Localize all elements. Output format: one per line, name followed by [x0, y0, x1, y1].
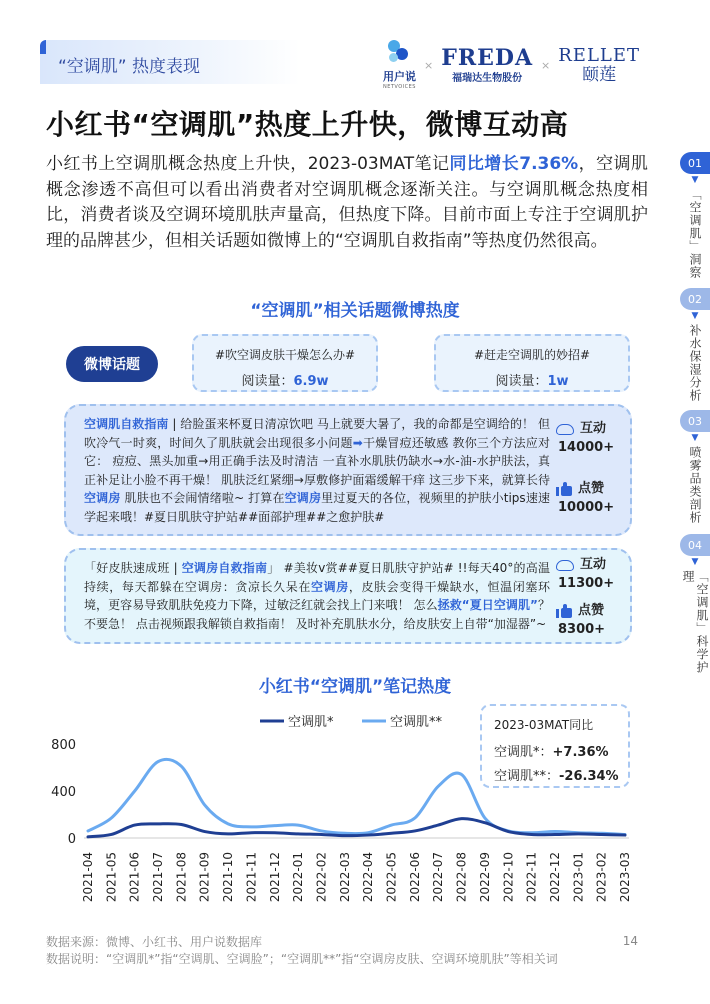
yoy-title: 2023-03MAT同比	[494, 718, 594, 732]
section-label: “空调肌” 热度表现	[58, 57, 201, 77]
topic-read-count	[436, 370, 628, 389]
cloud-icon	[556, 424, 574, 435]
post-text: 干燥冒痘还敏感 教你三个方法应对它： 痘痘、黑头加重→用正确手法及时清洁 一直补水肌肤仍缺水→水-油-水护肤法，真正补足让小脸不再干燥！ 肌肤泛红紧绷→厚敷修护面霜缓解干痒 这三步下来，就算长待	[84, 435, 550, 487]
logo-separator: ×	[541, 58, 551, 72]
interaction-value: 11300+	[558, 575, 615, 591]
freda-logo	[441, 44, 534, 84]
yoy-callout	[480, 704, 630, 788]
intro-text-1: 小红书上空调肌概念热度上升快，2023-03MAT笔记	[46, 154, 450, 174]
x-tick-label: 2022-05	[384, 852, 399, 903]
xhs-chart-title: 小红书“空调肌”笔记热度	[258, 677, 452, 697]
like-value: 10000+	[558, 499, 615, 515]
nav-number: 01	[680, 152, 710, 174]
legend-label: 空调肌**	[390, 715, 443, 730]
nav-number: 02	[680, 288, 710, 310]
cloud-icon	[556, 560, 574, 571]
side-nav-item-01[interactable]	[680, 152, 710, 284]
post-text: | 给脸蛋来杯夏日清凉饮吧 马上就要大暑了，我的命都是空调给的！ 但吹冷气一时爽，时间久了肌肤就会出现很多小问题	[84, 417, 550, 450]
weibo-post-1	[64, 404, 632, 536]
intro-paragraph	[46, 152, 648, 254]
x-tick-label: 2022-02	[314, 852, 329, 903]
footnote	[46, 934, 606, 968]
y-tick-label: 0	[67, 832, 76, 847]
x-tick-label: 2022-10	[501, 852, 516, 903]
post-text: 里过夏天的各位，视频里的护肤小tips速速学起来哦！#夏日肌肤守护站##面部护理##之愈护肤#	[84, 491, 550, 524]
x-tick-label: 2021-07	[151, 852, 166, 903]
x-tick-label: 2022-09	[477, 852, 492, 903]
topic-read-count	[194, 370, 376, 389]
weibo-section-title: “空调肌”相关话题微博热度	[250, 301, 460, 321]
like-stat	[556, 480, 614, 517]
yoy-value: -26.34%	[559, 769, 619, 784]
post-text: ，皮肤会变得干燥缺水，恒温闭塞环境，更容易导致肌肤免疫力下降，过敏泛红就会找上门来哦！ 怎么	[84, 579, 550, 612]
freda-cn: 福瑞达生物股份	[452, 72, 523, 84]
rellet-logo	[558, 46, 640, 84]
x-tick-label: 2022-03	[337, 852, 352, 903]
x-tick-label: 2022-07	[431, 852, 446, 903]
weibo-topic-pill: 微博话题	[66, 346, 158, 382]
yoy-value: +7.36%	[552, 745, 609, 760]
intro-highlight: 同比增长7.36%	[449, 154, 579, 174]
legend-label: 空调肌*	[288, 715, 334, 730]
nav-label: 「空调肌」科学护理	[681, 570, 709, 674]
yoy-label: 空调肌*：	[494, 745, 553, 760]
like-label: 点赞	[578, 481, 605, 496]
x-tick-label: 2022-11	[524, 852, 539, 903]
yoy-series-2	[494, 765, 619, 784]
x-tick-label: 2022-01	[291, 852, 306, 903]
header-accent-bar	[40, 40, 46, 54]
series-line-1	[88, 819, 625, 837]
side-nav-item-03[interactable]	[680, 410, 710, 530]
x-tick-label: 2022-12	[547, 852, 562, 903]
x-tick-label: 2021-12	[267, 852, 282, 903]
rellet-cn: 颐莲	[582, 65, 617, 85]
triangle-down-icon: ▼	[691, 311, 699, 321]
y-tick-label: 800	[51, 738, 76, 753]
yonghushuo-logo	[383, 40, 416, 90]
x-tick-label: 2021-10	[221, 852, 236, 903]
post-text: 肌肤也不会闹情绪啦~ 打算在	[120, 491, 285, 505]
read-label: 阅读量：	[495, 374, 548, 389]
freda-name: FREDA	[441, 44, 534, 71]
thumbs-up-icon	[556, 482, 572, 496]
interaction-value: 14000+	[558, 439, 615, 455]
x-tick-label: 2023-01	[571, 852, 586, 903]
y-tick-label: 400	[51, 785, 76, 800]
x-tick-label: 2021-05	[104, 852, 119, 903]
x-tick-label: 2023-02	[594, 852, 609, 903]
triangle-down-icon: ▼	[691, 175, 699, 185]
x-tick-label: 2021-08	[174, 852, 189, 903]
yoy-series-1	[494, 741, 609, 760]
nav-label: 喷雾品类剖析	[688, 446, 702, 524]
post-keyword: 拯救	[437, 598, 462, 612]
post-lead: 空调肌自救指南	[84, 417, 169, 431]
data-source: 数据来源：微博、小红书、用户说数据库	[46, 935, 263, 949]
data-note: 数据说明：“空调肌*”指“空调肌、空调脸”；“空调肌**”指“空调房皮肤、空调环境肌肤”等相关词	[46, 952, 558, 966]
page-title: 小红书“空调肌”热度上升快，微博互动高	[46, 108, 569, 141]
partner-logos	[383, 40, 640, 90]
x-tick-label: 2022-06	[407, 852, 422, 903]
side-nav	[680, 152, 710, 684]
nav-number: 03	[680, 410, 710, 432]
thumbs-up-icon	[556, 604, 572, 618]
topic-card	[434, 334, 630, 392]
weibo-post-2	[64, 548, 632, 644]
yonghushuo-en: NETVOICES	[382, 84, 416, 90]
topic-tag: #赶走空调肌的妙招#	[473, 348, 591, 362]
read-value: 1w	[547, 374, 569, 389]
triangle-down-icon: ▼	[691, 433, 699, 443]
nav-label: 补水保湿分析	[688, 324, 702, 402]
topic-tag: #吹空调皮肤干燥怎么办#	[214, 348, 356, 362]
post-body	[84, 559, 550, 633]
x-tick-label: 2021-06	[127, 852, 142, 903]
post-lead: 空调房自救指南	[181, 561, 268, 575]
x-tick-label: 2021-04	[81, 852, 95, 903]
rellet-name: RELLET	[558, 45, 640, 66]
post-text: ？ 不要急！ 点击视频跟我解锁自救指南！ 及时补充肌肤水分，给皮肤安上自带“加湿器”~	[84, 598, 550, 631]
page-number: 14	[622, 934, 638, 948]
x-tick-label: 2021-11	[244, 852, 259, 903]
yonghushuo-name: 用户说	[382, 70, 416, 83]
nav-label: 「空调肌」洞察	[688, 188, 702, 279]
topic-card	[192, 334, 378, 392]
intro-text-2: ，空调肌概念渗透不高但可以看出消费者对空调肌概念逐渐关注。与空调肌概念热度相比，消费者谈及空调环境肌肤声量高，但热度下降。目前市面上专注于空调肌护理的品牌甚少，但相关话题如微博上的“空调肌自救指南”等热度仍然很高。	[46, 154, 649, 251]
interaction-stat	[556, 420, 614, 457]
yonghushuo-mark-icon	[386, 40, 412, 66]
interaction-stat	[556, 556, 614, 593]
x-tick-label: 2023-03	[618, 852, 632, 903]
post-keyword: 空调房	[284, 491, 322, 505]
post-text: 」 #美妆v赏##夏日肌肤守护站# !!每天40°的高温持续，每天都躲在空调房：贪凉长久呆在	[84, 561, 550, 594]
nav-number: 04	[680, 534, 710, 556]
logo-separator: ×	[423, 58, 434, 72]
post-body	[84, 415, 550, 526]
interaction-label: 互动	[580, 421, 607, 436]
triangle-down-icon: ▼	[691, 557, 699, 567]
read-label: 阅读量：	[241, 374, 294, 389]
read-value: 6.9w	[293, 374, 329, 389]
x-tick-label: 2022-04	[361, 852, 376, 903]
yoy-label: 空调肌**：	[494, 769, 560, 784]
post-keyword: 空调房	[310, 579, 349, 594]
like-value: 8300+	[558, 621, 606, 637]
x-tick-label: 2021-09	[197, 852, 212, 903]
like-label: 点赞	[578, 603, 605, 618]
x-tick-label: 2022-08	[454, 852, 469, 903]
interaction-label: 互动	[580, 557, 607, 572]
arrow-right-icon: ➡	[352, 435, 363, 450]
side-nav-item-04[interactable]	[680, 534, 710, 680]
post-keyword: 空调房	[84, 491, 121, 505]
post-keyword: “夏日空调肌”	[461, 598, 538, 612]
like-stat	[556, 602, 605, 639]
post-text: 「好皮肤速成班 |	[84, 561, 182, 575]
